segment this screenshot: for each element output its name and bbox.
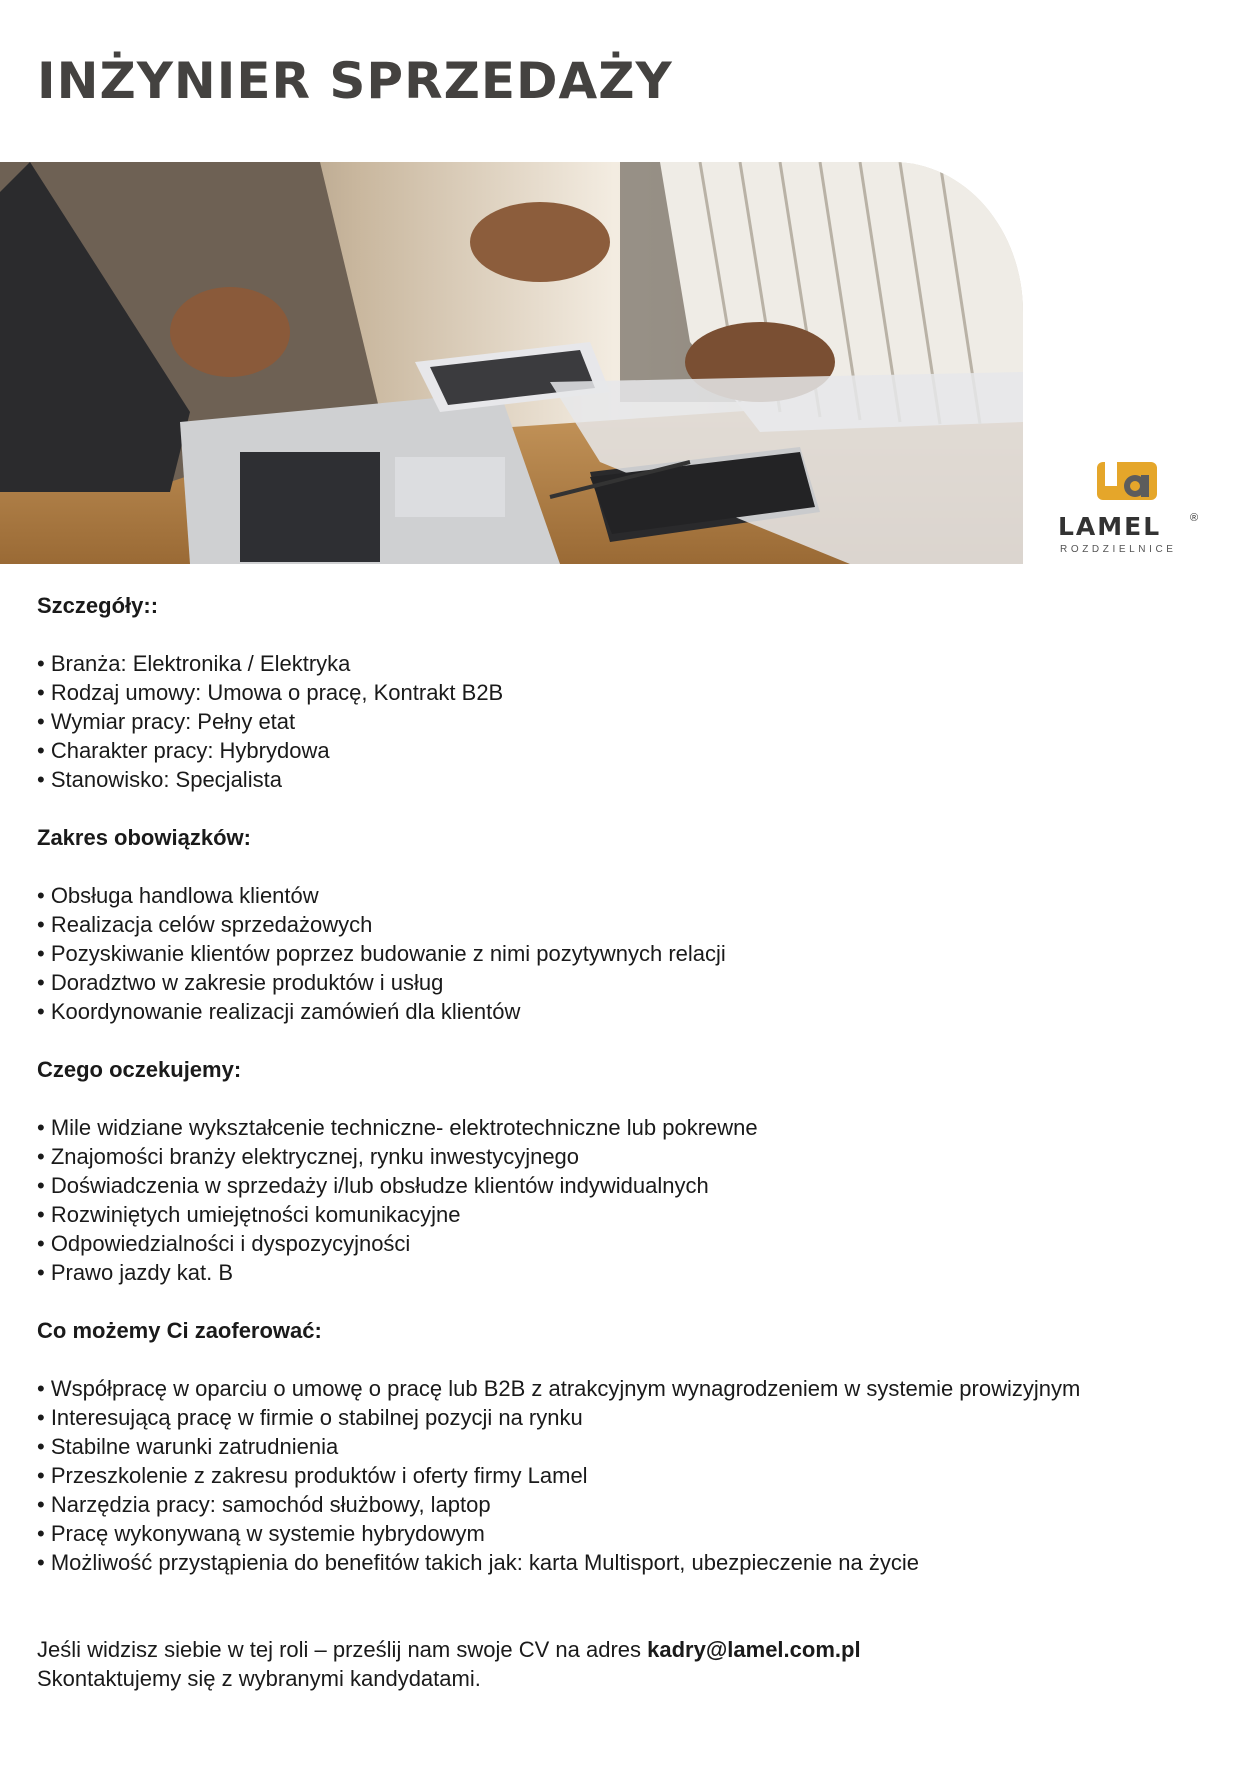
list-item: • Rozwiniętych umiejętności komunikacyjne xyxy=(37,1202,461,1227)
list-item: • Stanowisko: Specjalista xyxy=(37,767,282,792)
list-item: • Doświadczenia w sprzedaży i/lub obsłudze klientów indywidualnych xyxy=(37,1173,709,1198)
section-heading: Czego oczekujemy: xyxy=(37,1057,242,1082)
list-item: • Pracę wykonywaną w systemie hybrydowym xyxy=(37,1521,485,1546)
list-item: • Współpracę w oparciu o umowę o pracę lub B2B z atrakcyjnym wynagrodzeniem w systemie prowizyjnym xyxy=(37,1376,1081,1401)
section-requirements xyxy=(37,1055,1117,1287)
list-item: • Branża: Elektronika / Elektryka xyxy=(37,651,351,676)
list-item: • Mile widziane wykształcenie techniczne- elektrotechniczne lub pokrewne xyxy=(37,1115,758,1140)
logo-tagline: ROZDZIELNICE xyxy=(1060,544,1177,555)
registered-mark: ® xyxy=(1190,512,1199,524)
list-item: • Możliwość przystąpienia do benefitów takich jak: karta Multisport, ubezpieczenie na życie xyxy=(37,1550,920,1575)
hero-photo xyxy=(0,162,1023,564)
contact-info xyxy=(37,1635,1117,1664)
list-item: • Rodzaj umowy: Umowa o pracę, Kontrakt B2B xyxy=(37,680,504,705)
contact-followup: Skontaktujemy się z wybranymi kandydatami. xyxy=(37,1666,481,1691)
section-offer xyxy=(37,1316,1117,1577)
offer-list xyxy=(37,1374,1117,1577)
list-item: • Obsługa handlowa klientów xyxy=(37,883,319,908)
list-item: • Charakter pracy: Hybrydowa xyxy=(37,738,330,763)
company-logo xyxy=(1056,462,1206,557)
logo-wordmark: LAMEL xyxy=(1058,512,1162,541)
contact-email[interactable]: kadry@lamel.com.pl xyxy=(647,1637,861,1662)
list-item: • Koordynowanie realizacji zamówień dla klientów xyxy=(37,999,521,1024)
list-item: • Interesującą pracę w firmie o stabilnej pozycji na rynku xyxy=(37,1405,583,1430)
page-title: INŻYNIER SPRZEDAŻY xyxy=(37,52,673,110)
office-meeting-photo-icon xyxy=(0,162,1023,564)
list-item: • Prawo jazdy kat. B xyxy=(37,1260,234,1285)
list-item: • Doradztwo w zakresie produktów i usług xyxy=(37,970,444,995)
requirements-list xyxy=(37,1113,1117,1287)
list-item: • Znajomości branży elektrycznej, rynku inwestycyjnego xyxy=(37,1144,580,1169)
lamel-logo-icon xyxy=(1097,462,1157,500)
list-item: • Odpowiedzialności i dyspozycyjności xyxy=(37,1231,411,1256)
job-description xyxy=(37,591,1117,1693)
section-heading: Zakres obowiązków: xyxy=(37,825,251,850)
section-heading: Co możemy Ci zaoferować: xyxy=(37,1318,322,1343)
section-responsibilities xyxy=(37,823,1117,1026)
list-item: • Narzędzia pracy: samochód służbowy, laptop xyxy=(37,1492,491,1517)
list-item: • Pozyskiwanie klientów poprzez budowanie z nimi pozytywnych relacji xyxy=(37,941,726,966)
contact-text: Jeśli widzisz siebie w tej roli – prześlij nam swoje CV na adres xyxy=(37,1637,648,1662)
section-details xyxy=(37,591,1117,794)
list-item: • Przeszkolenie z zakresu produktów i oferty firmy Lamel xyxy=(37,1463,588,1488)
list-item: • Wymiar pracy: Pełny etat xyxy=(37,709,296,734)
list-item: • Realizacja celów sprzedażowych xyxy=(37,912,373,937)
section-heading: Szczegóły:: xyxy=(37,593,159,618)
list-item: • Stabilne warunki zatrudnienia xyxy=(37,1434,339,1459)
details-list xyxy=(37,649,1117,794)
responsibilities-list xyxy=(37,881,1117,1026)
